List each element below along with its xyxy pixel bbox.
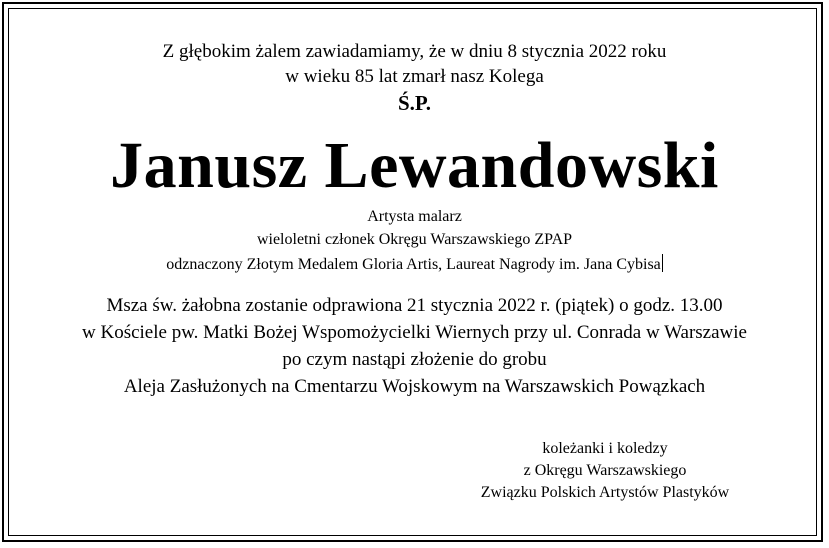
honorific: Ś.P. [397, 91, 432, 115]
mass-line-3: po czym nastąpi złożenie do grobu [282, 349, 547, 370]
mass-line-4: Aleja Zasłużonych na Cmentarzu Wojskowym na Warszawskich Powązkach [123, 376, 706, 397]
intro-line-1: Z głębokim żalem zawiadamiamy, że w dniu 8 stycznia 2022 roku [162, 41, 667, 62]
signature-line-2: z Okręgu Warszawskiego [523, 462, 687, 479]
text-cursor [662, 254, 663, 272]
description-line-2: wieloletni członek Okręgu Warszawskiego ZPAP [256, 231, 573, 248]
description-line-1: Artysta malarz [367, 208, 462, 225]
description-line-3 [0, 254, 829, 274]
signature-line-3: Związku Polskich Artystów Plastyków [480, 484, 730, 501]
signature-line-1: koleżanki i koledzy [542, 440, 668, 457]
mass-line-1: Msza św. żałobna zostanie odprawiona 21 stycznia 2022 r. (piątek) o godz. 13.00 [106, 295, 723, 316]
description-line-3-text: odznaczony Złotym Medalem Gloria Artis, Laureat Nagrody im. Jana Cybisa [166, 256, 661, 273]
deceased-name: Janusz Lewandowski [110, 129, 719, 202]
mass-line-2: w Kościele pw. Matki Bożej Wspomożycielki Wiernych przy ul. Conrada w Warszawie [82, 322, 747, 343]
intro-line-2: w wieku 85 lat zmarł nasz Kolega [285, 66, 544, 87]
